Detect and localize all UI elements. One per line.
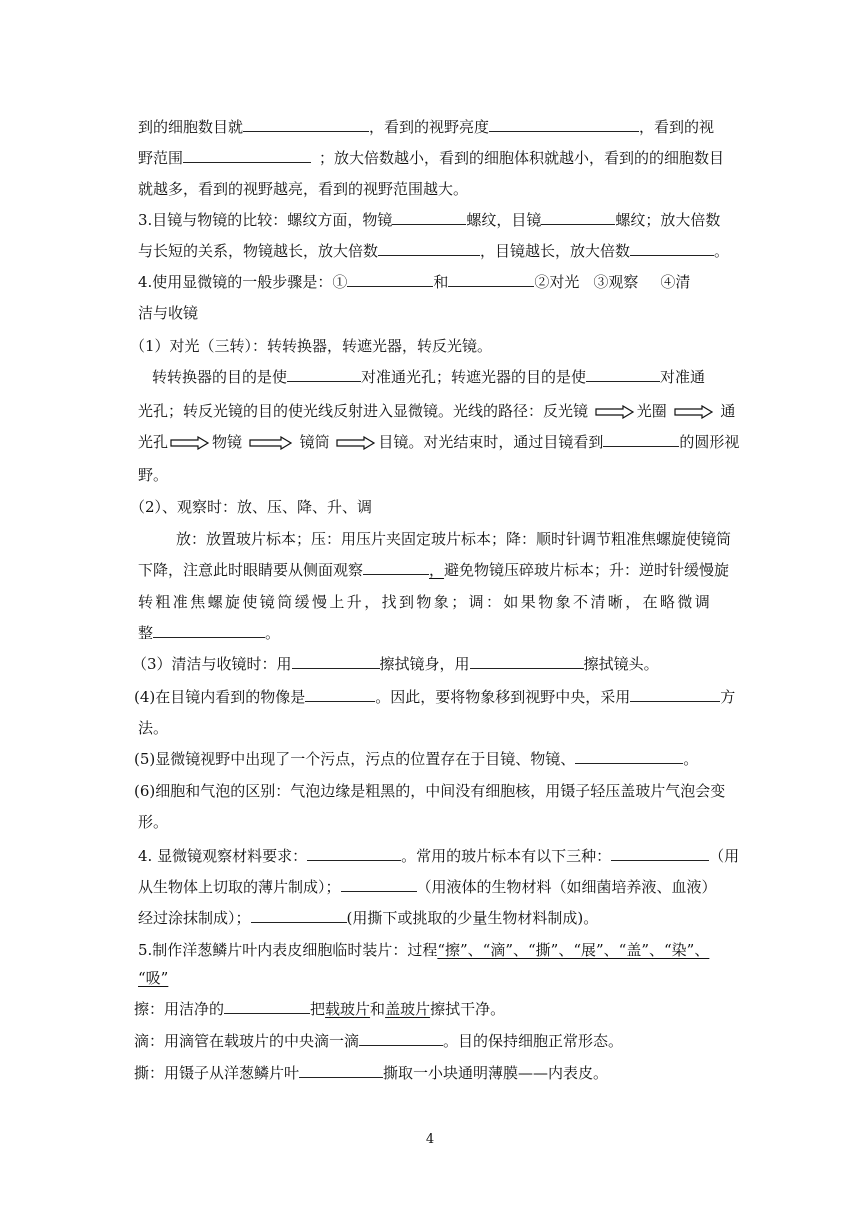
text-line: (6)细胞和气泡的区别：气泡边缘是粗黑的，中间没有细胞核，用镊子轻压盖玻片气泡会变 <box>134 782 726 800</box>
answer-blank[interactable] <box>287 367 361 382</box>
text-line: （3）清洁与收镜时：用 擦拭镜身，用 擦拭镜头。 <box>132 655 659 673</box>
text-line: 野。 <box>138 466 169 484</box>
answer-blank[interactable] <box>224 999 310 1014</box>
answer-blank[interactable] <box>392 210 466 225</box>
text-line: “吸” <box>138 969 169 987</box>
text-line: （2）、观察时：放、压、降、升、调 <box>130 498 373 516</box>
page-number: 4 <box>425 1132 435 1147</box>
right-arrow-icon <box>595 405 635 419</box>
answer-blank[interactable] <box>243 117 369 132</box>
right-arrow-icon <box>249 436 293 450</box>
text-line: （1）对光（三转）：转转换器，转遮光器，转反光镜。 <box>130 337 493 355</box>
text-line: 就越多，看到的视野越亮，看到的视野范围越大。 <box>138 180 469 198</box>
answer-blank[interactable] <box>307 846 401 861</box>
right-arrow-icon <box>170 436 210 450</box>
answer-blank[interactable] <box>299 1063 383 1078</box>
answer-blank[interactable] <box>630 241 714 256</box>
right-arrow-icon <box>336 436 376 450</box>
text-line: 下降，注意此时眼睛要从侧面观察 ，避免物镜压碎玻片标本；升：逆时针缓慢旋 <box>138 561 730 579</box>
text-line: 滴：用滴管在载玻片的中央滴一滴 。目的保持细胞正常形态。 <box>134 1032 624 1050</box>
answer-blank[interactable] <box>630 687 720 702</box>
text-line: 整 。 <box>138 624 281 642</box>
text-line: 到的细胞数目就 ，看到的视野亮度 ，看到的视 <box>138 118 715 136</box>
text-line: 与长短的关系，物镜越长，放大倍数 ，目镜越长，放大倍数 。 <box>138 242 730 260</box>
text-line: 转粗准焦螺旋使镜筒缓慢上升，找到物象；调：如果物象不清晰，在略微调 <box>138 593 713 611</box>
answer-blank[interactable] <box>341 877 417 892</box>
text-line: 从生物体上切取的薄片制成）； （用液体的生物材料（如细菌培养液、血液） <box>138 878 717 896</box>
text-line: 野范围 ；放大倍数越小，看到的细胞体积就越小，看到的的细胞数目 <box>138 149 725 167</box>
answer-blank[interactable] <box>448 272 534 287</box>
text-line: 擦：用洁净的 把载玻片和盖玻片擦拭干净。 <box>134 1000 506 1018</box>
answer-blank[interactable] <box>183 148 311 163</box>
right-arrow-icon <box>674 405 714 419</box>
text-line: 撕：用镊子从洋葱鳞片叶 撕取一小块通明薄膜——内表皮。 <box>134 1064 609 1082</box>
text-line: 3.目镜与物镜的比较：螺纹方面，物镜 螺纹，目镜 螺纹；放大倍数 <box>138 211 721 229</box>
text-line: 光孔；转反光镜的目的使光线反射进入显微镜。光线的路径：反光镜 光圈 通 <box>138 402 736 420</box>
text-line: 法。 <box>138 719 169 737</box>
text-line: 放：放置玻片标本；压：用压片夹固定玻片标本；降：顺时针调节粗准焦螺旋使镜筒 <box>176 530 732 548</box>
answer-blank[interactable] <box>541 210 615 225</box>
text-line: 4.使用显微镜的一般步骤是：① 和 ②对光 ③观察 ④清 <box>138 273 691 291</box>
text-line: 经过涂抹制成）； (用撕下或挑取的少量生物材料制成)。 <box>138 909 599 927</box>
answer-blank[interactable] <box>489 117 639 132</box>
text-line: 洁与收镜 <box>138 304 199 322</box>
text-line: (4)在目镜内看到的物像是 。因此，要将物象移到视野中央，采用 方 <box>134 688 736 706</box>
text-line: 转转换器的目的是使 对准通光孔；转遮光器的目的是使 对准通 <box>152 368 706 386</box>
answer-blank[interactable] <box>470 654 584 669</box>
text-line: 4. 显微镜观察材料要求： 。常用的玻片标本有以下三种： （用 <box>138 847 740 865</box>
answer-blank[interactable] <box>378 241 480 256</box>
text-line: 5.制作洋葱鳞片叶内表皮细胞临时装片：过程“擦”、“滴”、“撕”、“展”、“盖”、“染”、 <box>138 941 710 959</box>
answer-blank[interactable] <box>363 560 429 575</box>
answer-blank[interactable] <box>586 367 660 382</box>
text-line: (5)显微镜视野中出现了一个污点，污点的位置存在于目镜、物镜、 。 <box>134 750 699 768</box>
answer-blank[interactable] <box>359 1031 443 1046</box>
answer-blank[interactable] <box>347 272 433 287</box>
answer-blank[interactable] <box>611 846 709 861</box>
text-line: 形。 <box>138 813 169 831</box>
text-line: 光孔 物镜 镜筒 目镜。对光结束时，通过目镜看到 的圆形视 <box>138 433 740 451</box>
answer-blank[interactable] <box>251 908 347 923</box>
answer-blank[interactable] <box>292 654 380 669</box>
answer-blank[interactable] <box>575 749 683 764</box>
answer-blank[interactable] <box>305 687 375 702</box>
answer-blank[interactable] <box>153 623 265 638</box>
answer-blank[interactable] <box>603 432 679 447</box>
